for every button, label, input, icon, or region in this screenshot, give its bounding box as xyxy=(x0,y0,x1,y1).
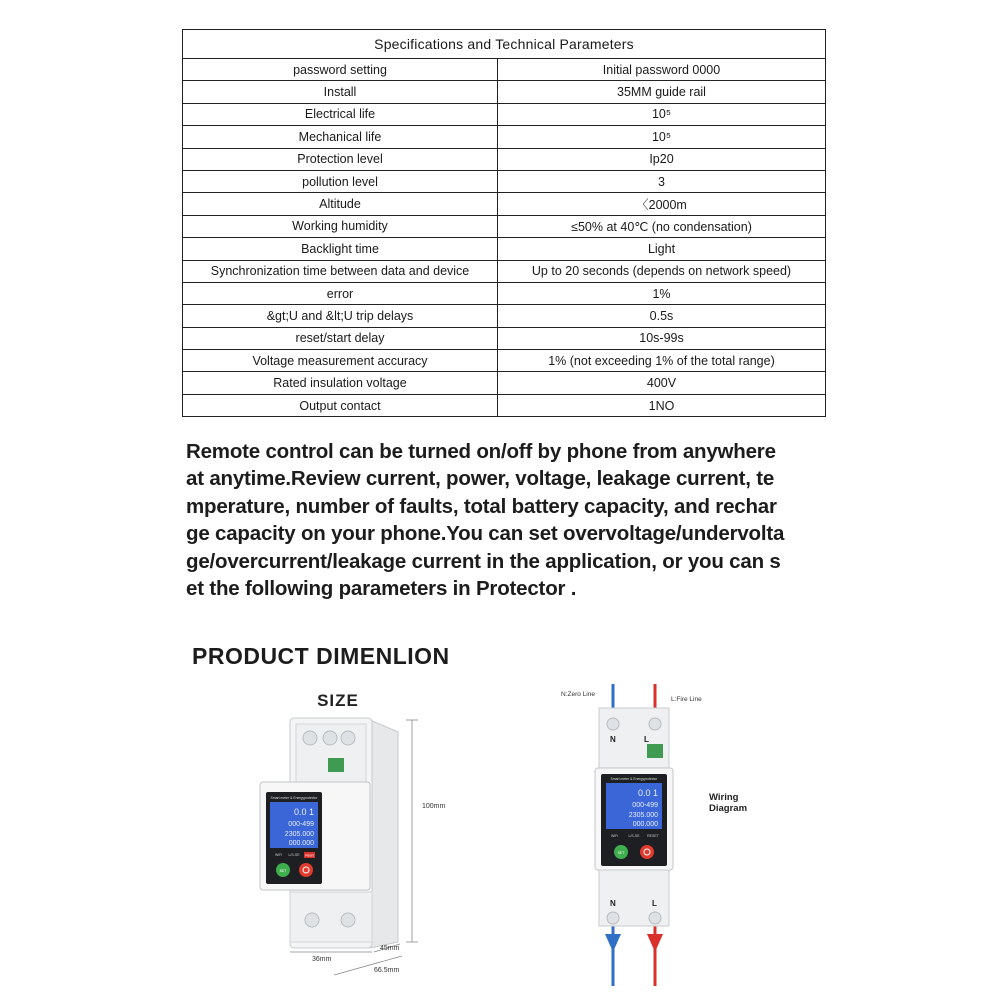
param-value: 10⁵ xyxy=(498,126,826,148)
param-value: ≤50% at 40℃ (no condensation) xyxy=(498,215,826,237)
terminal-l-label: L xyxy=(644,735,649,744)
size-label: SIZE xyxy=(317,691,359,710)
terminal-l-label: L xyxy=(652,899,657,908)
table-row xyxy=(183,59,826,81)
spec-table xyxy=(182,29,826,417)
lcd-line: 0.0 1 xyxy=(293,807,314,817)
lcd-line: 2305.000 xyxy=(284,831,314,838)
param-name: Rated insulation voltage xyxy=(183,372,498,394)
wifi-label: WiFi xyxy=(611,834,618,838)
param-value: Initial password 0000 xyxy=(498,59,826,81)
param-name: Mechanical life xyxy=(183,126,498,148)
screw-icon xyxy=(341,731,355,745)
set-button-label: SET xyxy=(279,869,287,873)
param-name: Install xyxy=(183,81,498,103)
depth-label: 45mm xyxy=(380,945,400,952)
param-value: Ip20 xyxy=(498,148,826,170)
zero-line-label: N:Zero Line xyxy=(561,691,595,698)
power-button[interactable] xyxy=(640,845,654,859)
param-name: reset/start delay xyxy=(183,327,498,349)
param-value: 3 xyxy=(498,170,826,192)
table-row xyxy=(183,372,826,394)
param-name: Backlight time xyxy=(183,238,498,260)
table-row xyxy=(183,238,826,260)
description-line: et the following parameters in Protector . xyxy=(186,577,577,601)
param-name: Voltage measurement accuracy xyxy=(183,350,498,372)
param-value: Up to 20 seconds (depends on network speed) xyxy=(498,260,826,282)
description-line: at anytime.Review current, power, voltage, leakage current, te xyxy=(186,467,775,491)
bottom-terminal-block xyxy=(290,892,372,942)
description-line: ge/overcurrent/leakage current in the application, or you can s xyxy=(186,549,781,573)
setting-label: L/S-SE xyxy=(288,853,300,857)
screw-icon xyxy=(649,912,661,924)
total-depth-label: 66.5mm xyxy=(374,967,400,974)
screw-icon xyxy=(303,731,317,745)
param-value: 0.5s xyxy=(498,305,826,327)
table-row xyxy=(183,215,826,237)
brand-label: Smart meter & Energyprotector xyxy=(610,777,658,781)
screw-icon xyxy=(323,731,337,745)
power-button[interactable] xyxy=(299,863,313,877)
param-name: Protection level xyxy=(183,148,498,170)
screw-icon xyxy=(649,718,661,730)
lcd-line: 000.000 xyxy=(288,840,314,847)
wiring-title-line: Wiring xyxy=(709,792,739,803)
param-name: Synchronization time between data and device xyxy=(183,260,498,282)
terminal-n-label: N xyxy=(610,735,616,744)
setting-label: L/S-SE xyxy=(628,834,640,838)
table-row xyxy=(183,148,826,170)
param-value: Light xyxy=(498,238,826,260)
lcd-line: 0.0 1 xyxy=(637,788,658,798)
wiring-diagram xyxy=(555,676,765,992)
param-name: Output contact xyxy=(183,394,498,416)
param-value: 10⁵ xyxy=(498,103,826,125)
param-value: 35MM guide rail xyxy=(498,81,826,103)
live-arrow-icon xyxy=(647,934,663,952)
green-connector xyxy=(328,758,344,772)
param-name: pollution level xyxy=(183,170,498,192)
table-row xyxy=(183,327,826,349)
brand-label: Smart meter & Energyprotector xyxy=(270,796,318,800)
param-name: Electrical life xyxy=(183,103,498,125)
table-row xyxy=(183,282,826,304)
screw-icon xyxy=(607,912,619,924)
param-value: 1NO xyxy=(498,394,826,416)
param-name: &gt;U and &lt;U trip delays xyxy=(183,305,498,327)
table-row xyxy=(183,126,826,148)
table-row xyxy=(183,350,826,372)
param-value: 1% (not exceeding 1% of the total range) xyxy=(498,350,826,372)
neutral-arrow-icon xyxy=(605,934,621,952)
green-connector xyxy=(647,744,663,758)
screw-icon xyxy=(341,913,355,927)
table-row xyxy=(183,81,826,103)
param-value: 10s-99s xyxy=(498,327,826,349)
table-row xyxy=(183,394,826,416)
param-name: password setting xyxy=(183,59,498,81)
screw-icon xyxy=(607,718,619,730)
set-button-label: SET xyxy=(617,851,625,855)
lcd-line: 000-499 xyxy=(632,802,658,809)
param-value: 1% xyxy=(498,282,826,304)
param-name: Working humidity xyxy=(183,215,498,237)
description-line: ge capacity on your phone.You can set overvoltage/undervolta xyxy=(186,522,785,546)
screw-icon xyxy=(305,913,319,927)
fire-line-label: L:Fire Line xyxy=(671,696,702,703)
feature-description xyxy=(186,438,806,602)
width-label: 36mm xyxy=(312,956,332,963)
wifi-label: WiFi xyxy=(275,853,282,857)
table-row xyxy=(183,305,826,327)
lcd-line: 000.000 xyxy=(632,821,658,828)
table-row xyxy=(183,103,826,125)
lcd-line: 000-499 xyxy=(288,821,314,828)
spec-table-header-row xyxy=(183,30,826,59)
description-line: mperature, number of faults, total battery capacity, and rechar xyxy=(186,494,777,518)
spec-table-title: Specifications and Technical Parameters xyxy=(183,30,826,59)
table-row xyxy=(183,170,826,192)
param-name: error xyxy=(183,282,498,304)
lcd-line: 2305.000 xyxy=(628,812,658,819)
table-row xyxy=(183,260,826,282)
table-row xyxy=(183,193,826,215)
housing-side xyxy=(370,720,398,948)
reset-label: RESET xyxy=(647,834,659,838)
product-size-illustration xyxy=(250,680,450,980)
terminal-n-label: N xyxy=(610,899,616,908)
param-value: 〈2000m xyxy=(498,193,826,215)
status-badge-label: Reset xyxy=(305,853,314,858)
wiring-title-line: Diagram xyxy=(709,803,748,814)
param-value: 400V xyxy=(498,372,826,394)
param-name: Altitude xyxy=(183,193,498,215)
description-line: Remote control can be turned on/off by phone from anywhere xyxy=(186,440,776,463)
product-dimension-heading: PRODUCT DIMENLION xyxy=(192,643,450,669)
height-label: 100mm xyxy=(422,803,446,810)
